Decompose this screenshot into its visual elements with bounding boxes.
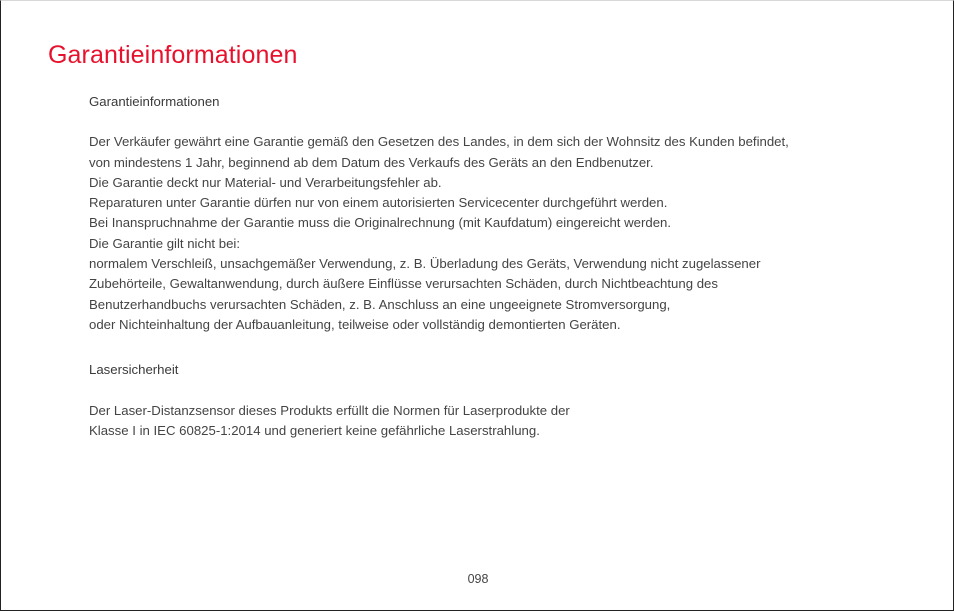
spacer bbox=[89, 112, 919, 132]
warranty-line: Benutzerhandbuchs verursachten Schäden, z. B. Anschluss an eine ungeeignete Stromversorgung, bbox=[89, 296, 671, 312]
warranty-line: von mindestens 1 Jahr, beginnend ab dem Datum des Verkaufs des Geräts an den Endbenutzer. bbox=[89, 154, 654, 170]
laser-safety-heading: Lasersicherheit bbox=[89, 362, 179, 378]
page-number: 098 bbox=[467, 572, 489, 586]
warranty-line: Reparaturen unter Garantie dürfen nur von einem autorisierten Servicecenter durchgeführt werden. bbox=[89, 195, 668, 211]
warranty-line: normalem Verschleiß, unsachgemäßer Verwendung, z. B. Überladung des Geräts, Verwendung nicht zugelassener bbox=[89, 256, 761, 272]
spacer bbox=[89, 335, 919, 360]
warranty-line: oder Nichteinhaltung der Aufbauanleitung, teilweise oder vollständig demontierten Geräten. bbox=[89, 316, 621, 332]
warranty-line: Der Verkäufer gewährt eine Garantie gemäß den Gesetzen des Landes, in dem sich der Wohnsitz des Kunden befindet, bbox=[89, 134, 789, 150]
warranty-heading: Garantieinformationen bbox=[89, 94, 220, 109]
warranty-line: Die Garantie gilt nicht bei: bbox=[89, 235, 240, 251]
laser-line: Der Laser-Distanzsensor dieses Produkts erfüllt die Normen für Laserprodukte der bbox=[89, 402, 570, 418]
page-content bbox=[89, 92, 919, 441]
warranty-line: Bei Inanspruchnahme der Garantie muss die Originalrechnung (mit Kaufdatum) eingereicht werden. bbox=[89, 215, 672, 231]
page-title: Garantieinformationen bbox=[48, 41, 298, 69]
laser-line: Klasse I in IEC 60825-1:2014 und generiert keine gefährliche Laserstrahlung. bbox=[89, 422, 540, 438]
warranty-line: Zubehörteile, Gewaltanwendung, durch äußere Einflüsse verursachten Schäden, durch Nichtbeachtung des bbox=[89, 276, 718, 292]
warranty-line: Die Garantie deckt nur Material- und Verarbeitungsfehler ab. bbox=[89, 174, 442, 190]
warranty-paragraph bbox=[89, 132, 919, 335]
laser-safety-paragraph bbox=[89, 401, 919, 442]
spacer bbox=[89, 381, 919, 401]
